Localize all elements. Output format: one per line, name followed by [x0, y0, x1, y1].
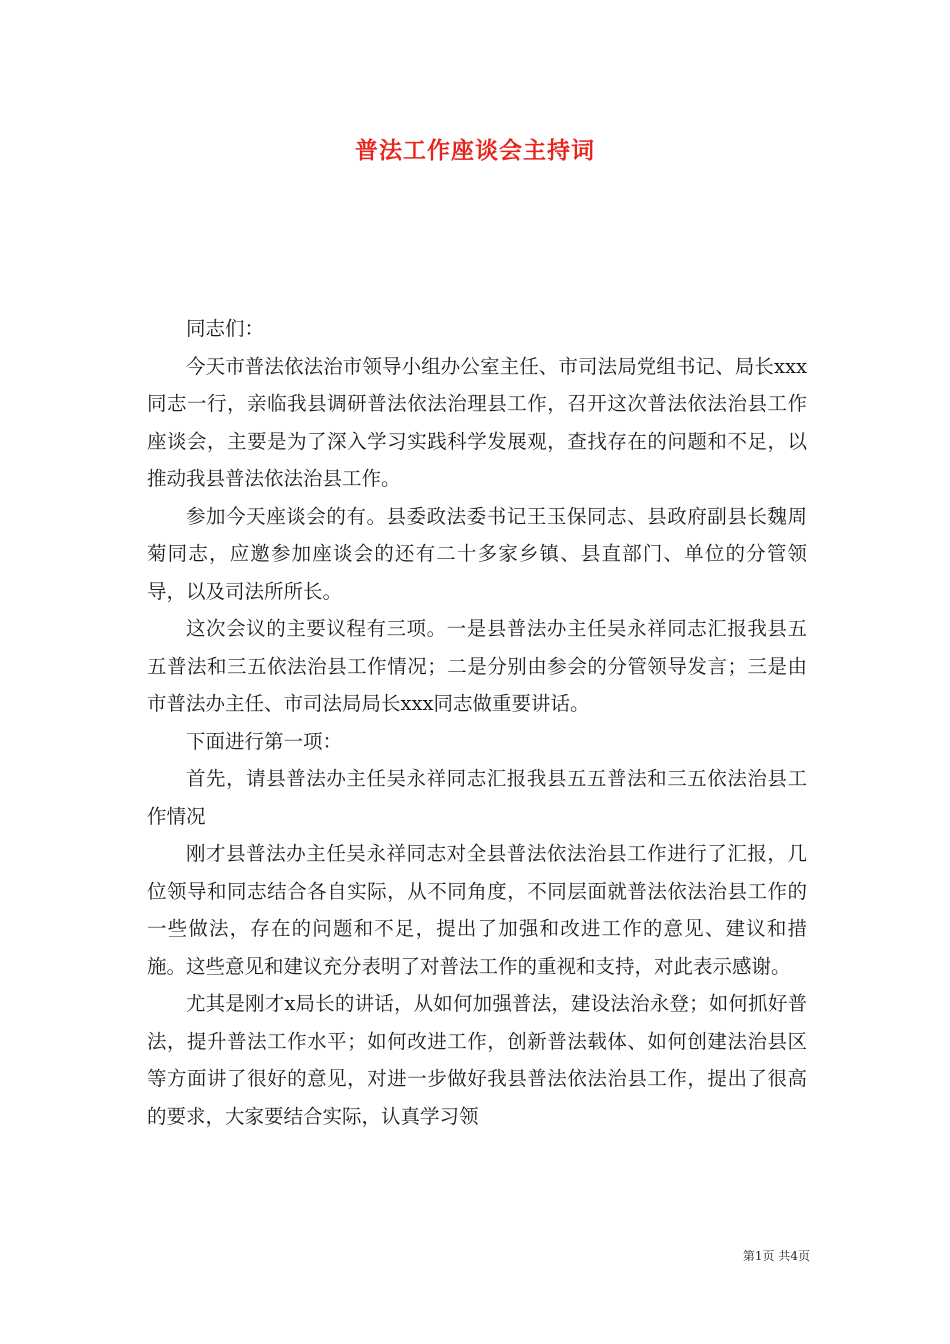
document-title: 普法工作座谈会主持词 — [355, 137, 595, 164]
paragraph-speech-remarks: 尤其是刚才x局长的讲话，从如何加强普法，建设法治永登；如何抓好普法，提升普法工作水平；如何改进工作，创新普法载体、如何创建法治县区等方面讲了很好的意见，对进一步做好我县普法依法治县工作，提出了很高的要求，大家要结合实际，认真学习领 — [147, 992, 807, 1128]
paragraph-agenda: 这次会议的主要议程有三项。一是县普法办主任吴永祥同志汇报我县五五普法和三五依法治县工作情况；二是分别由参会的分管领导发言；三是由市普法办主任、市司法局局长xxx同志做重要讲话。 — [147, 617, 807, 715]
paragraph-report-invite: 首先，请县普法办主任吴永祥同志汇报我县五五普法和三五依法治县工作情况 — [147, 767, 807, 828]
document-body — [147, 310, 807, 1135]
paragraph-attendees: 参加今天座谈会的有。县委政法委书记王玉保同志、县政府副县长魏周菊同志，应邀参加座谈会的还有二十多家乡镇、县直部门、单位的分管领导，以及司法所所长。 — [147, 504, 807, 603]
page-number: 第1页 共4页 — [742, 1249, 810, 1263]
paragraph-greeting: 同志们： — [186, 317, 265, 340]
paragraph-first-item: 下面进行第一项： — [186, 729, 343, 753]
paragraph-summary: 刚才县普法办主任吴永祥同志对全县普法依法治县工作进行了汇报，几位领导和同志结合各自实际，从不同角度，不同层面就普法依法治县工作的一些做法，存在的问题和不足，提出了加强和改进工作的意见、建议和措施。这些意见和建议充分表明了对普法工作的重视和支持，对此表示感谢。 — [147, 842, 807, 978]
paragraph-purpose: 今天市普法依法治市领导小组办公室主任、市司法局党组书记、局长xxx同志一行，亲临我县调研普法依法治理县工作，召开这次普法依法治县工作座谈会，主要是为了深入学习实践科学发展观，查找存在的问题和不足，以推动我县普法依法治县工作。 — [147, 354, 807, 490]
